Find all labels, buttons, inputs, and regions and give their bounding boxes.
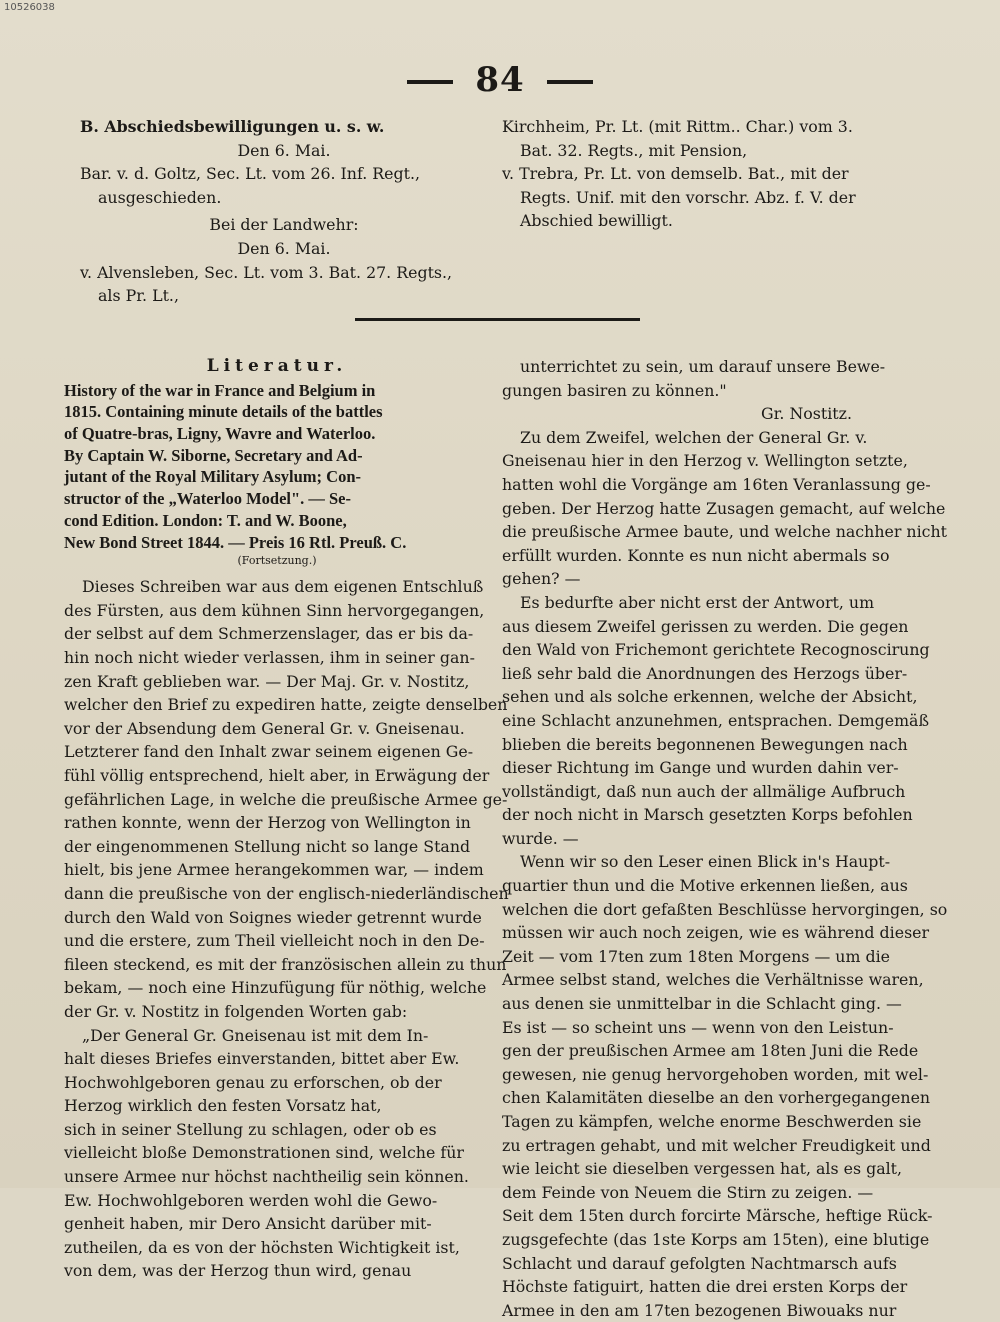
body-line: Ew. Hochwohlgeboren werden wohl die Gewo-: [64, 1190, 438, 1210]
body-line: zu ertragen gehabt, und mit welcher Freudigkeit und: [502, 1135, 931, 1155]
book-line: History of the war in France and Belgium in: [64, 380, 376, 400]
body-line: chen Kalamitäten dieselbe an den vorhergegangenen: [502, 1088, 931, 1108]
body-line: Gneisenau hier in den Herzog v. Wellington setzte,: [502, 451, 908, 471]
body-line: Wenn wir so den Leser einen Blick in's Haupt-: [520, 852, 891, 872]
body-line: zutheilen, da es von der höchsten Wichtigkeit ist,: [64, 1237, 460, 1257]
entry-line: v. Trebra, Pr. Lt. von demselb. Bat., mit der: [502, 164, 849, 184]
entry-line: v. Alvensleben, Sec. Lt. vom 3. Bat. 27. Regts.,: [80, 262, 453, 282]
body-line: welchen die dort gefaßten Beschlüsse hervorgingen, so: [502, 899, 948, 919]
entry-line: Kirchheim, Pr. Lt. (mit Rittm.. Char.) vom 3.: [502, 117, 853, 136]
right-dash: [547, 80, 593, 84]
body-line: des Fürsten, aus dem kühnen Sinn hervorgegangen,: [64, 600, 485, 620]
body-line: aus denen sie unmittelbar in die Schlacht ging. —: [502, 994, 902, 1014]
book-line: 1815. Containing minute details of the battles: [64, 402, 383, 422]
body-line: Zu dem Zweifel, welchen der General Gr. v.: [520, 427, 868, 447]
body-line: müssen wir auch noch zeigen, wie es während dieser: [502, 923, 930, 943]
body-line: fühl völlig entsprechend, hielt aber, in Erwägung der: [64, 765, 490, 785]
body-line: Schlacht und darauf gefolgten Nachtmarsch aufs: [502, 1253, 897, 1273]
body-line: gungen basiren zu können.": [502, 380, 727, 400]
body-line: blieben die bereits begonnenen Bewegungen nach: [502, 734, 908, 754]
signature: Gr. Nostitz.: [760, 404, 852, 424]
section-divider: [355, 318, 640, 321]
body-line: der eingenommenen Stellung nicht so lange Stand: [64, 836, 471, 856]
body-line: gehen? —: [502, 569, 581, 589]
body-line: vielleicht bloße Demonstrationen sind, welche für: [64, 1143, 464, 1163]
body-line: Armee in den am 17ten bezogenen Biwouaks nur: [502, 1300, 897, 1320]
entry-line: ausgeschieden.: [98, 187, 222, 207]
left-dash: [407, 80, 453, 84]
body-line: geben. Der Herzog hatte Zusagen gemacht, auf welche: [502, 498, 946, 518]
body-line: zugsgefechte (das 1ste Korps am 15ten), eine blutige: [502, 1229, 930, 1249]
body-line: „Der General Gr. Gneisenau ist mit dem In-: [82, 1025, 429, 1045]
body-line: quartier thun und die Motive erkennen ließen, aus: [502, 876, 908, 896]
body-line: zen Kraft geblieben war. — Der Maj. Gr. v. Nostitz,: [64, 671, 470, 691]
discharge-notices-right: [502, 115, 922, 233]
body-line: erfüllt wurden. Konnte es nun nicht abermals so: [502, 545, 890, 565]
body-line: der noch nicht in Marsch gesetzten Korps befohlen: [502, 805, 913, 825]
body-line: den Wald von Frichemont gerichtete Recognoscirung: [502, 640, 930, 660]
book-line: structor of the „Waterloo Model". — Se-: [64, 489, 352, 509]
book-line: of Quatre-bras, Ligny, Wavre and Waterloo.: [64, 424, 376, 443]
scan-id: 10526038: [4, 2, 55, 13]
body-line: dieser Richtung im Gange und wurden dahin ver-: [502, 758, 899, 778]
body-line: Armee selbst stand, welches die Verhältnisse waren,: [502, 970, 924, 990]
page-number: 84: [475, 60, 525, 100]
body-line: hin noch nicht wieder verlassen, ihm in seiner gan-: [64, 648, 475, 667]
body-line: gefährlichen Lage, in welche die preußische Armee ge-: [64, 789, 508, 809]
body-line: ließ sehr bald die Anordnungen des Herzogs über-: [502, 663, 908, 683]
body-line: eine Schlacht anzunehmen, entsprachen. Demgemäß: [502, 710, 930, 730]
entry-line: Bar. v. d. Goltz, Sec. Lt. vom 26. Inf. Regt.,: [80, 164, 421, 184]
book-line: By Captain W. Siborne, Secretary and Ad-: [64, 445, 363, 465]
continuation-note: (Fortsetzung.): [237, 554, 317, 568]
entry-line: als Pr. Lt.,: [98, 286, 179, 306]
landwehr-heading: Bei der Landwehr:: [209, 215, 359, 235]
literature-column-right: [502, 355, 948, 1322]
body-line: Hochwohlgeboren genau zu erforschen, ob der: [64, 1072, 442, 1092]
body-line: bekam, — noch eine Hinzufügung für nöthig, welche: [64, 978, 487, 998]
body-line: vor der Absendung dem General Gr. v. Gneisenau.: [64, 718, 465, 738]
body-line: Herzog wirklich den festen Vorsatz hat,: [64, 1096, 382, 1116]
body-line: Es bedurfte aber nicht erst der Antwort, um: [520, 592, 875, 612]
book-line: New Bond Street 1844. — Preis 16 Rtl. Preuß. C.: [64, 532, 407, 552]
entry-line: Regts. Unif. mit den vorschr. Abz. f. V. der: [520, 187, 856, 207]
body-line: durch den Wald von Soignes wieder getrennt wurde: [64, 907, 482, 927]
body-line: Es ist — so scheint uns — wenn von den Leistun-: [502, 1017, 894, 1037]
body-line: sehen und als solche erkennen, welche der Absicht,: [502, 687, 918, 707]
body-line: dem Feinde von Neuem die Stirn zu zeigen. —: [502, 1182, 874, 1202]
body-line: aus diesem Zweifel gerissen zu werden. Die gegen: [502, 616, 909, 636]
body-line: die preußische Armee baute, und welche nachher nicht: [502, 522, 948, 542]
body-line: der selbst auf dem Schmerzenslager, das er bis da-: [64, 624, 474, 644]
book-reference: [64, 380, 490, 554]
body-line: wie leicht sie dieselben vergessen hat, als es galt,: [502, 1159, 903, 1179]
body-line: und die erstere, zum Theil vielleicht noch in den De-: [64, 931, 485, 951]
literature-column-left: [64, 355, 509, 1283]
body-line: von dem, was der Herzog thun wird, genau: [64, 1261, 412, 1281]
body-line: Höchste fatiguirt, hatten die drei ersten Korps der: [502, 1277, 908, 1297]
book-line: jutant of the Royal Military Asylum; Con-: [64, 467, 361, 487]
article-body-left: [64, 575, 509, 1283]
body-line: fileen steckend, es mit der französischen allein zu thun: [64, 954, 507, 974]
body-line: welcher den Brief zu expediren hatte, zeigte denselben: [64, 695, 508, 715]
body-line: dann die preußische von der englisch-niederländischen: [64, 883, 509, 903]
body-line: sich in seiner Stellung zu schlagen, oder ob es: [64, 1119, 437, 1139]
section-heading: B. Abschiedsbewilligungen u. s. w.: [80, 117, 385, 136]
body-line: unterrichtet zu sein, um darauf unsere Bewe-: [520, 357, 886, 376]
date-heading: Den 6. Mai.: [237, 140, 331, 160]
body-line: genheit haben, mir Dero Ansicht darüber mit-: [64, 1214, 432, 1234]
body-line: halt dieses Briefes einverstanden, bittet aber Ew.: [64, 1049, 460, 1069]
date-heading: Den 6. Mai.: [237, 238, 331, 258]
body-line: vollständigt, daß nun auch der allmälige Aufbruch: [502, 781, 906, 801]
body-line: wurde. —: [502, 828, 579, 848]
body-line: Seit dem 15ten durch forcirte Märsche, heftige Rück-: [502, 1206, 933, 1226]
body-line: Zeit — vom 17ten zum 18ten Morgens — um die: [502, 946, 890, 966]
entry-line: Bat. 32. Regts., mit Pension,: [520, 140, 748, 160]
body-line: Letzterer fand den Inhalt zwar seinem eigenen Ge-: [64, 742, 474, 762]
body-line: hatten wohl die Vorgänge am 16ten Veranlassung ge-: [502, 474, 931, 494]
body-line: Tagen zu kämpfen, welche enorme Beschwerden sie: [502, 1112, 922, 1131]
page-number-header: [0, 60, 1000, 100]
book-line: cond Edition. London: T. and W. Boone,: [64, 510, 347, 530]
body-line: unsere Armee nur höchst nachtheilig sein können.: [64, 1167, 469, 1187]
body-line: hielt, bis jene Armee herangekommen war, — indem: [64, 860, 484, 880]
discharge-notices-left: [80, 115, 488, 308]
literature-title: Literatur.: [206, 356, 348, 376]
body-line: gen der preußischen Armee am 18ten Juni die Rede: [502, 1041, 919, 1061]
body-line: rathen konnte, wenn der Herzog von Wellington in: [64, 813, 471, 833]
entry-line: Abschied bewilligt.: [520, 211, 673, 231]
body-line: der Gr. v. Nostitz in folgenden Worten gab:: [64, 1001, 408, 1021]
body-line: gewesen, nie genug hervorgehoben worden, mit wel-: [502, 1064, 929, 1084]
body-line: Dieses Schreiben war aus dem eigenen Entschluß: [82, 577, 484, 597]
